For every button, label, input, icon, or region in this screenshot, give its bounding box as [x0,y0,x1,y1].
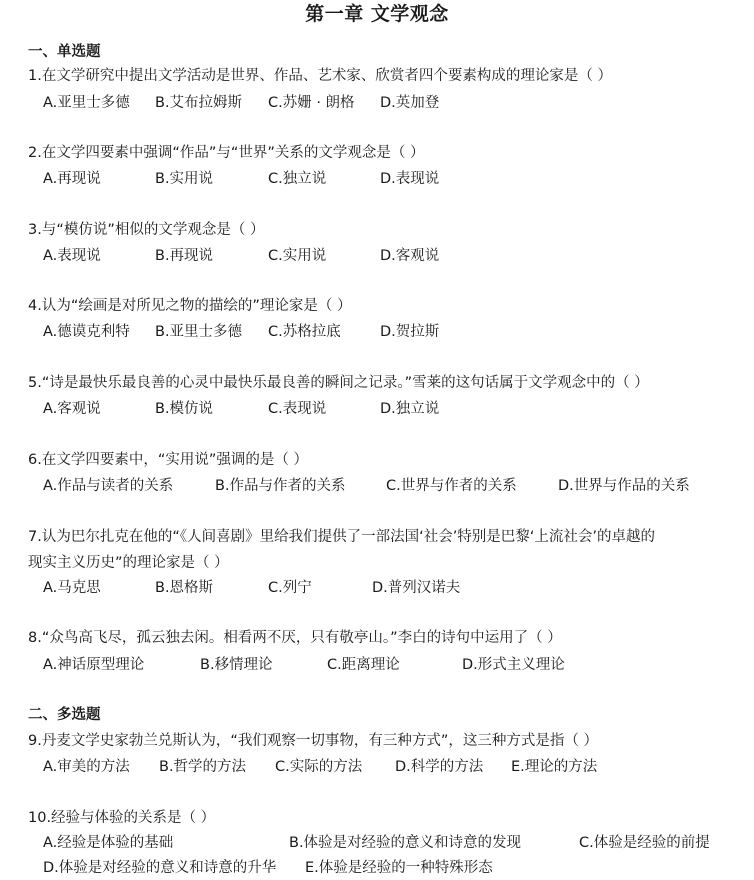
option-d: D.表现说 [380,171,440,187]
option-c: C.世界与作者的关系 [386,478,517,494]
section-heading-single-choice: 一、单选题 [28,44,101,60]
option-b: B.再现说 [155,248,214,264]
option-b: B.亚里士多德 [155,324,243,340]
option-b: B.移情理论 [200,657,273,673]
question-stem: 1.在文学研究中提出文学活动是世界、作品、艺术家、欣赏者四个要素构成的理论家是（ ） [28,68,612,84]
option-c: C.体验是经验的前提 [579,835,710,851]
option-b: B.模仿说 [155,401,214,417]
option-c: C.表现说 [268,401,327,417]
option-c: C.列宁 [268,580,312,596]
option-a: A.表现说 [43,248,101,264]
question-3 [28,217,728,243]
option-a: A.再现说 [43,171,101,187]
option-a: A.马克思 [43,580,101,596]
option-c: C.实际的方法 [275,759,363,775]
option-b: B.作品与作者的关系 [215,478,346,494]
option-e: E.理论的方法 [511,759,598,775]
option-d: D.世界与作品的关系 [558,478,690,494]
question-stem: 3.与“模仿说”相似的文学观念是（ ） [28,222,265,238]
question-9 [28,728,728,754]
option-b: B.恩格斯 [155,580,214,596]
question-stem: 10.经验与体验的关系是（ ） [28,810,216,826]
option-d: D.形式主义理论 [462,657,565,673]
question-7 [28,524,728,576]
option-b: B.哲学的方法 [159,759,247,775]
option-a: A.德谟克利特 [43,324,130,340]
option-c: C.距离理论 [327,657,400,673]
option-a: A.亚里士多德 [43,95,130,111]
option-c: C.实用说 [268,248,327,264]
option-c: C.苏姗 · 朗格 [268,95,355,111]
option-a: A.经验是体验的基础 [43,835,174,851]
option-e: E.体验是经验的一种特殊形态 [305,860,493,876]
question-stem: 6.在文学四要素中，“实用说”强调的是（ ） [28,452,308,468]
option-d: D.客观说 [380,248,440,264]
option-d: D.英加登 [380,95,440,111]
option-d: D.科学的方法 [395,759,484,775]
question-2 [28,140,728,166]
question-stem: 5.“诗是最快乐最良善的心灵中最快乐最良善的瞬间之记录。”雪莱的这句话属于文学观念中的（ ） [28,375,649,391]
option-a: A.作品与读者的关系 [43,478,174,494]
question-10 [28,805,728,831]
option-a: A.神话原型理论 [43,657,145,673]
option-b: B.体验是对经验的意义和诗意的发现 [289,835,522,851]
option-c: C.苏格拉底 [268,324,341,340]
chapter-title: 第一章 文学观念 [305,3,449,25]
question-stem-continued: 现实主义历史”的理论家是（ ） [28,555,229,571]
option-b: B.实用说 [155,171,214,187]
option-a: A.客观说 [43,401,101,417]
question-4 [28,293,728,319]
question-stem: 7.认为巴尔扎克在他的“《人间喜剧》里给我们提供了一部法国‘社会’特别是巴黎‘上流社会’的卓越的 [28,529,656,545]
question-stem: 9.丹麦文学史家勃兰兑斯认为，“我们观察一切事物，有三种方式”，这三种方式是指（ ） [28,733,598,749]
question-5 [28,370,728,396]
option-d: D.普列汉诺夫 [372,580,461,596]
option-a: A.审美的方法 [43,759,130,775]
option-d: D.独立说 [380,401,440,417]
option-b: B.艾布拉姆斯 [155,95,243,111]
option-d: D.体验是对经验的意义和诗意的升华 [43,860,277,876]
question-stem: 8.“众鸟高飞尽，孤云独去闲。相看两不厌，只有敬亭山。”李白的诗句中运用了（ ） [28,630,562,646]
option-c: C.独立说 [268,171,327,187]
section-heading-multiple-choice: 二、多选题 [28,707,101,723]
question-stem: 2.在文学四要素中强调“作品”与“世界”关系的文学观念是（ ） [28,145,425,161]
question-6 [28,447,728,473]
question-stem: 4.认为“绘画是对所见之物的描绘的”理论家是（ ） [28,298,352,314]
question-8 [28,625,728,651]
question-1 [28,63,728,89]
option-d: D.贺拉斯 [380,324,440,340]
